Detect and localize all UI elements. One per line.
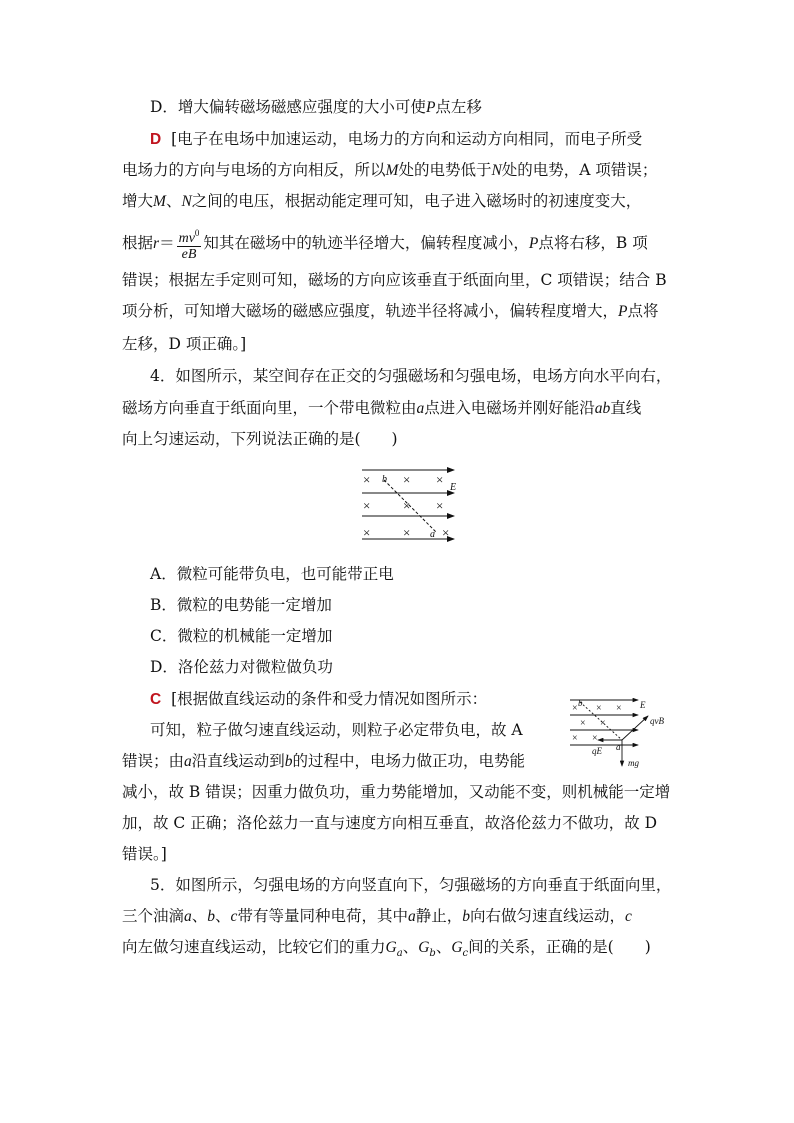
force-qvb <box>622 716 648 740</box>
cross-mark: × <box>363 472 371 487</box>
question-5-line-1: 5．如图所示，匀强电场的方向竖直向下，匀强磁场的方向垂直于纸面向里， <box>150 876 672 894</box>
answer-line-1: D [电子在电场中加速运动，电场力的方向和运动方向相同，而电子所受 <box>150 130 643 148</box>
label-a: a <box>616 742 621 752</box>
option-c[interactable]: C．微粒的机械能一定增加 <box>150 627 333 645</box>
cross-mark: × <box>442 525 450 540</box>
option-d[interactable]: D．洛伦兹力对微粒做负功 <box>150 658 333 676</box>
cross-mark: × <box>403 525 411 540</box>
point-b-label: b <box>382 474 387 485</box>
answer-line-3: 增大M、N之间的电压，根据动能定理可知，电子进入磁场时的初速度变大， <box>122 192 642 210</box>
answer-line-5: 错误；根据左手定则可知，磁场的方向应该垂直于纸面向里，C 项错误；结合 B <box>122 271 667 289</box>
label-b: b <box>578 698 583 708</box>
answer-line-2: 电场力的方向与电场的方向相反，所以M处的电势低于N处的电势，A 项错误； <box>122 161 658 179</box>
cross-mark: × <box>403 472 411 487</box>
label-mg: mg <box>628 758 639 768</box>
cross-mark: × <box>572 733 578 744</box>
option-d-text: D．增大偏转磁场磁感应强度的大小可使P点左移 <box>150 98 482 116</box>
cross-mark: × <box>580 718 586 729</box>
point-a-label: a <box>430 529 435 540</box>
answer-4-line-2: 可知，粒子做匀速直线运动，则粒子必定带负电，故 A <box>150 721 523 739</box>
question-4-field-figure <box>356 462 466 548</box>
cross-mark: × <box>596 703 602 714</box>
question-5-line-2: 三个油滴a、b、c带有等量同种电荷，其中a静止，b向右做匀速直线运动，c <box>122 907 632 925</box>
cross-mark: × <box>436 472 444 487</box>
answer-line-4-formula: 根据r＝ $\frac{mv^0}{eB}$ 知其在磁场中的轨迹半径增大，偏转程度减小，P点将右移，B 项 <box>122 228 648 262</box>
answer-4-line-6: 错误。] <box>122 845 167 863</box>
cross-mark: × <box>592 733 598 744</box>
option-b[interactable]: B．微粒的电势能一定增加 <box>150 596 332 614</box>
field-e-label: E <box>450 482 457 493</box>
cross-mark: × <box>363 498 371 513</box>
answer-4-line-3: 错误；由a沿直线运动到b的过程中，电场力做正功，电势能 <box>122 752 526 770</box>
answer-letter: C <box>150 691 162 708</box>
question-4-line-3: 向上匀速运动，下列说法正确的是( ) <box>122 430 398 448</box>
label-qe: qE <box>592 746 602 756</box>
label-e: E <box>640 700 646 710</box>
answer-line-6: 项分析，可知增大磁场的磁感应强度，轨迹半径将减小，偏转程度增大，P点将 <box>122 302 659 320</box>
option-a[interactable]: A．微粒可能带负电，也可能带正电 <box>150 565 394 583</box>
cross-mark: × <box>616 703 622 714</box>
question-4-line-2: 磁场方向垂直于纸面向里，一个带电微粒由a点进入电磁场并刚好能沿ab直线 <box>122 399 642 417</box>
cross-mark: × <box>600 718 606 729</box>
answer-letter: D <box>150 131 162 148</box>
answer-4-line-1: C [根据做直线运动的条件和受力情况如图所示： <box>150 690 488 708</box>
cross-mark: × <box>436 498 444 513</box>
label-qvb: qvB <box>650 716 664 726</box>
cross-mark: × <box>363 525 371 540</box>
radius-fraction: $\frac{mv^0}{eB}$ <box>178 228 200 262</box>
cross-mark: × <box>572 703 578 714</box>
answer-line-7: 左移，D 项正确。] <box>122 335 247 353</box>
question-4-line-1: 4．如图所示，某空间存在正交的匀强磁场和匀强电场，电场方向水平向右， <box>150 367 672 385</box>
question-5-line-3: 向左做匀速直线运动，比较它们的重力$G_a$、$G_b$、$G_c$间的关系，正确的是( ) <box>122 938 651 960</box>
answer-4-line-5: 加，故 C 正确；洛伦兹力一直与速度方向相互垂直，故洛伦兹力不做功，故 D <box>122 814 658 832</box>
cross-mark: × <box>403 498 411 513</box>
force-diagram <box>566 694 676 772</box>
answer-4-line-4: 减小，故 B 错误；因重力做负功，重力势能增加，又动能不变，则机械能一定增 <box>122 783 671 801</box>
